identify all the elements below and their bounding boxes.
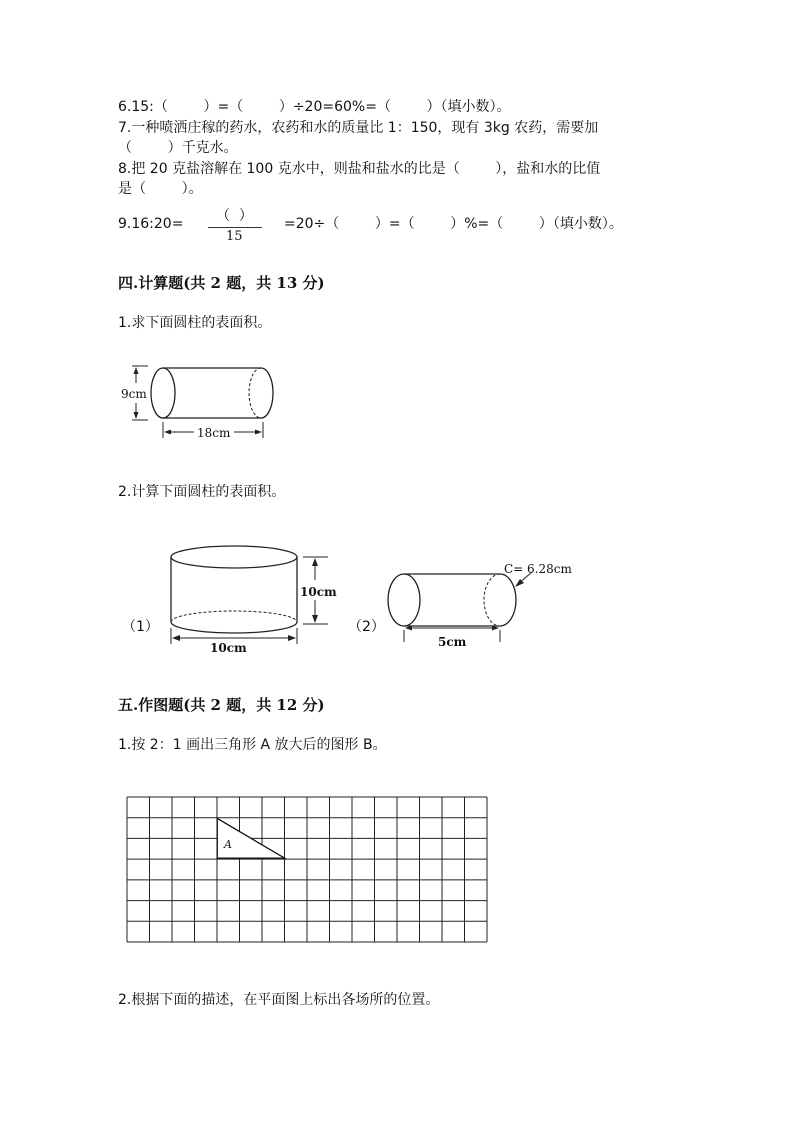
cylinder-figure-2-2: [384, 558, 574, 654]
section-4-heading: 四.计算题(共 2 题，共 13 分): [118, 274, 325, 292]
question-6: 6.15:（ ）=（ ）÷20=60%=（ ）（填小数）。: [118, 99, 511, 115]
cylinder-figure-1: [118, 358, 288, 446]
section-5-question-1: 1.按 2：1 画出三角形 A 放大后的图形 B。: [118, 737, 387, 753]
figure-2-part-2-label: （2）: [348, 619, 385, 635]
question-8-line1: 8.把 20 克盐溶解在 100 克水中，则盐和盐水的比是（ ），盐和水的比值: [118, 161, 601, 177]
question-8-line2: 是（ ）。: [118, 181, 203, 197]
drawing-grid[interactable]: [126, 796, 490, 948]
fraction-denominator: 15: [226, 229, 243, 244]
height-label: 9cm: [121, 387, 147, 401]
diameter-label: 10cm: [210, 641, 247, 655]
question-7-line1: 7.一种喷洒庄稼的药水，农药和水的质量比 1：150，现有 3kg 农药，需要加: [118, 120, 599, 136]
figure-2-part-1-label: （1）: [122, 619, 159, 635]
fraction-numerator: （ ）: [216, 208, 253, 224]
triangle-a-label: A: [224, 838, 232, 851]
section-4-question-2: 2.计算下面圆柱的表面积。: [118, 484, 286, 500]
cylinder-figure-2-1: [160, 540, 340, 658]
length-label: 18cm: [197, 426, 231, 440]
length-label: 5cm: [438, 635, 467, 649]
section-4-question-1: 1.求下面圆柱的表面积。: [118, 315, 272, 331]
question-9-prefix: 9.16:20=: [118, 216, 184, 232]
circumference-label: C= 6.28cm: [504, 562, 572, 576]
section-5-question-2: 2.根据下面的描述，在平面图上标出各场所的位置。: [118, 992, 440, 1008]
question-9-fraction: [206, 206, 264, 246]
section-5-heading: 五.作图题(共 2 题，共 12 分): [118, 696, 325, 714]
height-label: 10cm: [300, 585, 337, 599]
grid-lines: [127, 797, 487, 942]
question-7-line2: （ ）千克水。: [118, 140, 238, 156]
question-9-suffix: =20÷（ ）=（ ）%=（ ）（填小数）。: [284, 216, 623, 232]
